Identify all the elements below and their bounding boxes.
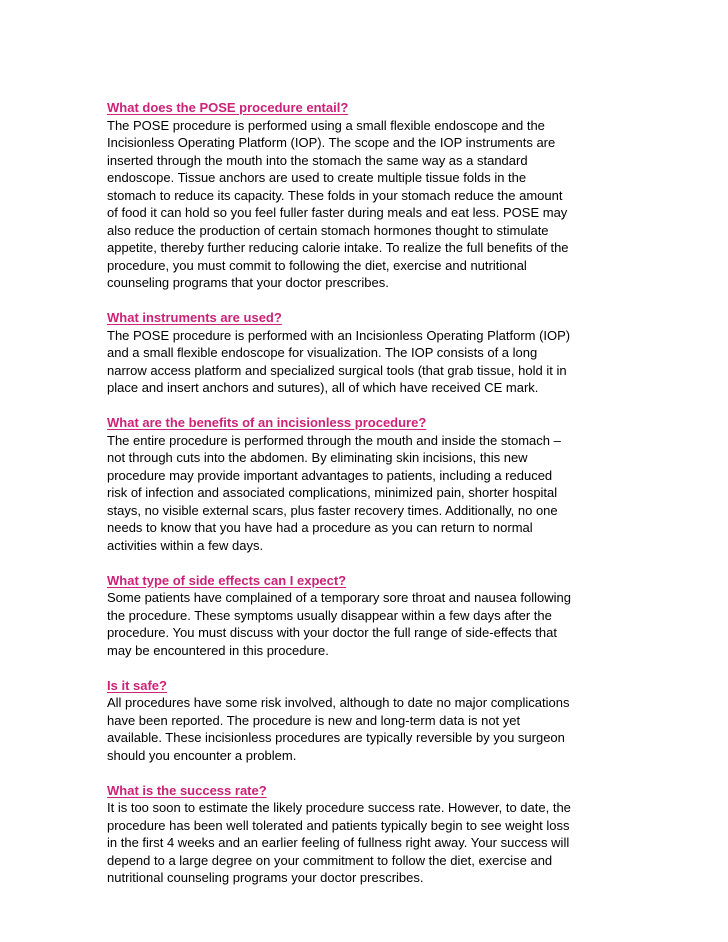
paragraph-line: also reduce the production of certain stomach hormones thought to stimulate [107,222,549,238]
section-heading: What is the success rate? [107,782,267,798]
paragraph-line: should you encounter a problem. [107,747,297,763]
paragraph-line: stays, no visible external scars, plus faster recovery times. Additionally, no one [107,502,558,518]
paragraph-line: endoscope. Tissue anchors are used to create multiple tissue folds in the [107,170,527,185]
paragraph-line: not through cuts into the abdomen. By eliminating skin incisions, this new [107,450,528,465]
paragraph-line: needs to know that you have had a procedure as you can return to normal [107,520,533,535]
section-paragraph [107,327,627,397]
paragraph-line: counseling programs that your doctor prescribes. [107,275,389,290]
paragraph-line: of food it can hold so you feel fuller faster during meals and eat less. POSE may [107,205,568,220]
paragraph-line: place and insert anchors and sutures), all of which have received CE mark. [107,380,539,395]
faq-section [107,782,627,887]
section-heading: Is it safe? [107,677,167,693]
paragraph-line: risk of infection and associated complications, minimized pain, shorter hospital [107,485,558,500]
paragraph-line: in the first 4 weeks and an earlier feeling of fullness right away. Your success will [107,835,570,850]
paragraph-line: All procedures have some risk involved, although to date no major complications [107,695,570,710]
paragraph-line: Incisionless Operating Platform (IOP). The scope and the IOP instruments are [107,135,556,150]
faq-section [107,677,627,765]
section-paragraph [107,589,627,659]
paragraph-line: procedure. You must discuss with your doctor the full range of side-effects that [107,625,557,640]
paragraph-line: procedure has been well tolerated and patients typically begin to see weight loss [107,817,570,833]
paragraph-line: appetite, thereby further reducing calorie intake. To realize the full benefits of the [107,240,569,255]
paragraph-line: procedure, you must commit to following the diet, exercise and nutritional [107,257,527,273]
section-heading: What instruments are used? [107,310,282,325]
section-heading: What does the POSE procedure entail? [107,100,349,115]
section-heading: What are the benefits of an incisionless procedure? [107,415,427,430]
section-paragraph [107,799,627,887]
faq-section [107,414,627,554]
paragraph-line: The POSE procedure is performed with an Incisionless Operating Platform (IOP) [107,327,571,343]
paragraph-line: may be encountered in this procedure. [107,642,329,658]
paragraph-line: inserted through the mouth into the stomach the same way as a standard [107,152,528,168]
document-page [107,99,627,904]
paragraph-line: It is too soon to estimate the likely procedure success rate. However, to date, the [107,800,571,815]
section-paragraph [107,694,627,764]
paragraph-line: stomach to reduce its capacity. These folds in your stomach reduce the amount [107,187,563,203]
section-heading: What type of side effects can I expect? [107,572,347,588]
paragraph-line: depend to a large degree on your commitment to follow the diet, exercise and [107,852,553,868]
paragraph-line: The POSE procedure is performed using a small flexible endoscope and the [107,117,545,133]
paragraph-line: activities within a few days. [107,537,264,553]
section-paragraph [107,117,627,292]
faq-section [107,572,627,660]
paragraph-line: narrow access platform and specialized surgical tools (that grab tissue, hold it in [107,362,567,378]
paragraph-line: the procedure. These symptoms usually disappear within a few days after the [107,607,552,623]
paragraph-line: The entire procedure is performed through the mouth and inside the stomach – [107,432,561,448]
paragraph-line: nutritional counseling programs your doctor prescribes. [107,870,424,885]
paragraph-line: procedure may provide important advantages to patients, including a reduced [107,467,553,483]
paragraph-line: have been reported. The procedure is new and long-term data is not yet [107,712,521,728]
paragraph-line: Some patients have complained of a temporary sore throat and nausea following [107,590,571,605]
faq-section [107,309,627,397]
paragraph-line: available. These incisionless procedures are typically reversible by you surgeon [107,730,565,745]
paragraph-line: and a small flexible endoscope for visualization. The IOP consists of a long [107,345,538,360]
section-paragraph [107,432,627,555]
faq-section [107,99,627,292]
